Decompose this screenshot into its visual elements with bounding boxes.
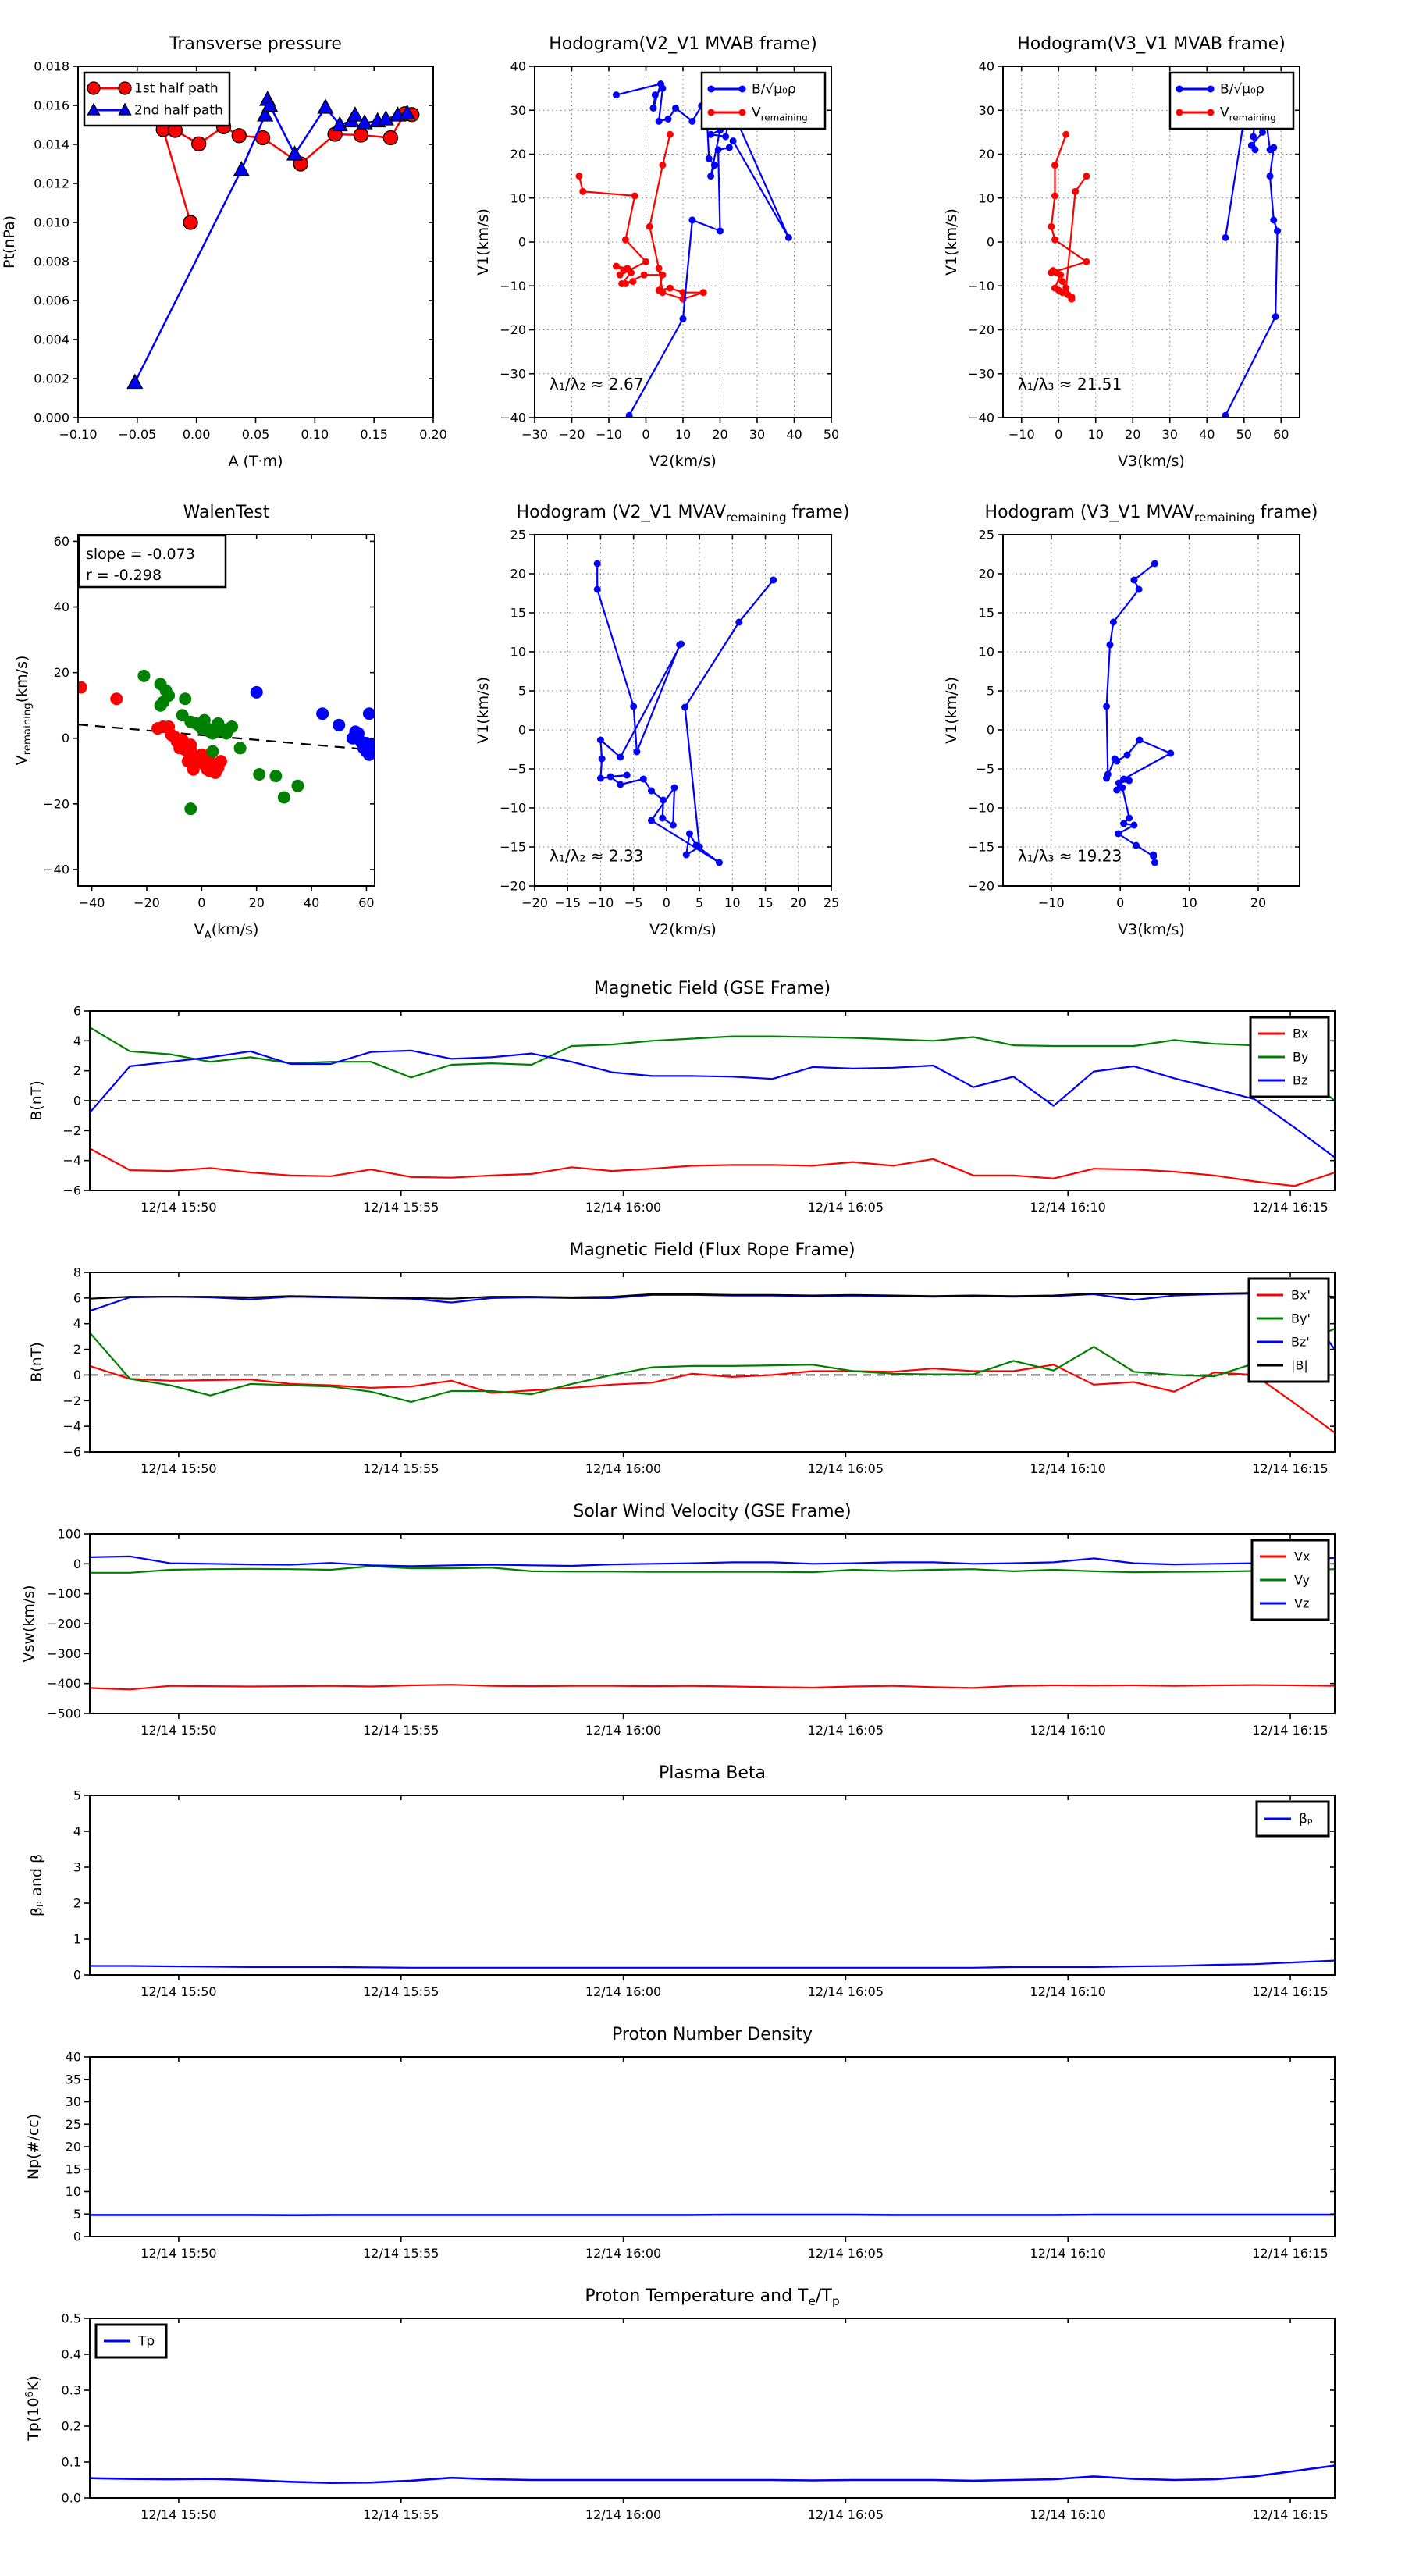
x-tick-label: 40 — [786, 427, 802, 442]
x-tick-label: 12/14 16:05 — [807, 2246, 884, 2261]
plot-title: Proton Number Density — [612, 2025, 813, 2044]
legend — [84, 73, 229, 126]
y-tick-label: −20 — [500, 878, 526, 894]
y-tick-label: −5 — [976, 761, 994, 777]
plot-proton-temperature — [0, 2272, 1405, 2533]
plot-magnetic-field-gse — [0, 964, 1405, 1226]
x-axis-label: V3(km/s) — [1118, 453, 1185, 470]
x-axis-label: V2(km/s) — [649, 921, 717, 938]
y-tick-label: 5 — [518, 683, 526, 699]
x-tick-label: −20 — [558, 427, 585, 442]
x-tick-label: 12/14 15:50 — [140, 1723, 217, 1738]
plot-walen-test — [0, 476, 468, 945]
x-tick-label: −10 — [1037, 895, 1065, 910]
y-tick-label: −30 — [500, 366, 526, 382]
y-tick-label: 0 — [73, 1367, 81, 1382]
axes-frame — [90, 1272, 1335, 1452]
x-tick-label: 12/14 16:05 — [807, 2507, 884, 2522]
y-axis-label: $Tp(10^6K)$ — [24, 2375, 42, 2441]
x-tick-label: −10 — [596, 427, 622, 442]
legend — [1170, 73, 1293, 129]
series-line-Tp — [90, 2466, 1335, 2483]
y-tick-label: 10 — [978, 190, 994, 206]
series-group — [576, 80, 792, 419]
y-tick-label: 20 — [978, 566, 994, 582]
axes-frame — [90, 2318, 1335, 2498]
y-tick-label: −40 — [43, 862, 69, 877]
x-tick-label: 12/14 16:05 — [807, 1723, 884, 1738]
y-tick-label: 0.004 — [34, 332, 69, 347]
y-tick-label: 10 — [978, 644, 994, 660]
legend-label: Tp — [138, 2333, 155, 2350]
x-tick-label: 20 — [1250, 895, 1267, 910]
x-tick-label: 12/14 16:10 — [1030, 1200, 1106, 1215]
y-tick-label: 0.1 — [61, 2454, 81, 2470]
x-tick-label: 12/14 15:55 — [363, 2507, 439, 2522]
x-tick-label: 12/14 16:05 — [807, 1984, 884, 1999]
grid-lines — [1003, 535, 1300, 886]
y-tick-label: −40 — [968, 410, 994, 425]
y-tick-label: −2 — [62, 1123, 81, 1138]
x-tick-label: 0 — [662, 895, 670, 910]
y-tick-label: 0.010 — [34, 215, 69, 230]
x-tick-label: −20 — [521, 895, 548, 910]
series-group — [1103, 560, 1174, 866]
x-tick-label: 10 — [724, 895, 741, 910]
y-tick-label: −20 — [968, 878, 994, 894]
y-tick-label: 15 — [978, 605, 994, 621]
series-line-Vx — [90, 1685, 1335, 1689]
x-axis-label: V3(km/s) — [1118, 921, 1185, 938]
series-group — [90, 2466, 1335, 2483]
x-tick-label: −40 — [78, 895, 105, 910]
y-axis-label: V1(km/s) — [943, 677, 960, 744]
y-tick-label: 40 — [510, 59, 526, 74]
y-tick-label: −20 — [968, 322, 994, 337]
x-tick-label: 12/14 16:15 — [1252, 1984, 1329, 1999]
x-tick-label: −20 — [133, 895, 160, 910]
legend-label: Vz — [1294, 1596, 1310, 1611]
x-tick-label: 0.00 — [182, 427, 211, 442]
series-group — [90, 1961, 1335, 1968]
y-axis-label: Pt(nPa) — [1, 215, 18, 269]
y-axis-label: Np(#/cc) — [25, 2113, 42, 2180]
plot-hodogram-v3v1-mvav — [937, 476, 1405, 945]
y-tick-label: 40 — [65, 2049, 81, 2065]
x-tick-label: 20 — [790, 895, 806, 910]
y-axis-label: $V_{remaining}(km/s)$ — [13, 655, 34, 766]
y-tick-label: −30 — [968, 366, 994, 382]
tick-marks — [84, 1795, 1335, 1980]
y-tick-label: 2 — [73, 1895, 81, 1911]
x-tick-label: 20 — [1125, 427, 1141, 442]
y-tick-label: 5 — [73, 1788, 81, 1803]
annotation: λ₁/λ₂ ≈ 2.33 — [550, 846, 644, 866]
y-tick-label: 15 — [510, 605, 526, 621]
y-tick-label: 20 — [510, 147, 526, 162]
y-tick-label: 0.0 — [61, 2490, 81, 2506]
y-tick-label: 0 — [61, 731, 69, 746]
x-axis-label: V2(km/s) — [649, 453, 717, 470]
plot-title: Hodogram (V3_V1 $MVAV_{remaining}$ frame) — [984, 503, 1318, 525]
series-group — [75, 670, 379, 815]
series-line-Bz' — [90, 1293, 1335, 1350]
x-tick-label: 12/14 16:00 — [585, 1200, 662, 1215]
x-tick-label: 20 — [248, 895, 265, 910]
y-tick-label: 0 — [73, 1967, 81, 1983]
y-tick-label: 4 — [73, 1823, 81, 1839]
y-tick-label: 40 — [53, 600, 69, 615]
x-tick-label: 12/14 16:10 — [1030, 1461, 1106, 1476]
x-tick-label: 12/14 15:55 — [363, 1200, 439, 1215]
y-tick-label: 0.016 — [34, 98, 69, 113]
series-line-Bz — [90, 1051, 1335, 1158]
y-axis-label: B(nT) — [28, 1080, 45, 1121]
series-line-1st half path — [163, 114, 412, 222]
plot-transverse-pressure — [0, 0, 468, 476]
x-tick-label: 12/14 16:00 — [585, 1723, 662, 1738]
y-tick-label: 3 — [73, 1859, 81, 1875]
x-axis-label: A (T·m) — [228, 453, 283, 470]
legend — [1257, 1802, 1329, 1836]
series-line-V hodogram — [597, 564, 774, 863]
tick-marks — [84, 2318, 1335, 2503]
series-group — [594, 560, 777, 866]
y-tick-label: −100 — [47, 1586, 81, 1602]
x-tick-label: 0 — [642, 427, 650, 442]
x-tick-label: 40 — [303, 895, 320, 910]
plot-title: Proton Temperature and $T_e/T_p$ — [585, 2286, 840, 2308]
y-tick-label: 5 — [986, 683, 994, 699]
x-tick-label: −0.05 — [118, 427, 157, 442]
x-axis-label: $V_A(km/s)$ — [194, 921, 259, 941]
y-tick-label: 6 — [73, 1290, 81, 1306]
x-tick-label: 12/14 15:50 — [140, 1200, 217, 1215]
x-tick-label: 0.20 — [419, 427, 447, 442]
x-tick-label: 30 — [1161, 427, 1178, 442]
plot-title: Hodogram(V3_V1 MVAB frame) — [1017, 34, 1286, 54]
x-tick-label: 12/14 16:15 — [1252, 2507, 1329, 2522]
plot-title: Solar Wind Velocity (GSE Frame) — [573, 1502, 852, 1521]
y-tick-label: 30 — [65, 2094, 81, 2109]
series-line-V hodogram — [1107, 564, 1171, 863]
x-tick-label: 12/14 15:55 — [363, 1723, 439, 1738]
y-tick-label: 0 — [73, 2229, 81, 2244]
y-tick-label: 30 — [978, 102, 994, 118]
y-tick-label: 25 — [510, 527, 526, 543]
y-tick-label: −6 — [62, 1444, 81, 1460]
y-tick-label: −15 — [968, 839, 994, 855]
x-tick-label: −10 — [1008, 427, 1035, 442]
legend-label: B/√μ₀ρ — [752, 81, 796, 98]
plot-title: WalenTest — [183, 503, 270, 522]
legend-label: By' — [1291, 1311, 1311, 1326]
y-tick-label: 0.008 — [34, 254, 69, 269]
x-tick-label: 12/14 15:50 — [140, 2246, 217, 2261]
y-tick-label: 0 — [986, 234, 994, 250]
y-tick-label: 0 — [73, 1093, 81, 1108]
x-tick-label: 12/14 16:10 — [1030, 1984, 1106, 1999]
y-tick-label: 2 — [73, 1342, 81, 1357]
y-axis-label: V1(km/s) — [475, 208, 492, 276]
y-tick-label: −20 — [500, 322, 526, 337]
x-tick-label: 12/14 16:00 — [585, 1984, 662, 1999]
legend — [1252, 1540, 1329, 1620]
infobox-line: r = -0.298 — [86, 567, 162, 584]
y-tick-label: 25 — [65, 2116, 81, 2132]
legend-label: 2nd half path — [134, 102, 223, 119]
legend-label: Bx — [1293, 1026, 1309, 1041]
x-tick-label: −15 — [554, 895, 582, 910]
y-tick-label: 10 — [65, 2184, 81, 2199]
y-tick-label: 15 — [65, 2161, 81, 2177]
y-tick-label: 8 — [73, 1265, 81, 1280]
y-tick-label: 20 — [510, 566, 526, 582]
y-tick-label: 20 — [65, 2139, 81, 2154]
x-tick-label: 50 — [1236, 427, 1252, 442]
plot-title: Magnetic Field (GSE Frame) — [593, 979, 831, 998]
x-tick-label: 60 — [358, 895, 375, 910]
y-tick-label: 0.002 — [34, 371, 69, 386]
plot-title: Transverse pressure — [169, 34, 342, 54]
series-line-By — [90, 1027, 1335, 1101]
x-tick-label: 12/14 15:55 — [363, 1461, 439, 1476]
annotation: λ₁/λ₃ ≈ 21.51 — [1018, 375, 1122, 393]
y-tick-label: −6 — [62, 1183, 81, 1198]
plot-title: Hodogram(V2_V1 MVAB frame) — [549, 34, 817, 54]
y-tick-label: 20 — [53, 665, 69, 681]
x-tick-label: 12/14 16:15 — [1252, 1200, 1329, 1215]
legend-label: Bx' — [1291, 1287, 1311, 1303]
series-group — [90, 1293, 1335, 1432]
plot-hodogram-v3v1-mvab — [937, 0, 1405, 476]
y-tick-label: 35 — [65, 2072, 81, 2087]
tick-marks — [998, 535, 1300, 891]
legend-label: $V_{remaining}$ — [752, 105, 808, 123]
plot-hodogram-v2v1-mvab — [468, 0, 937, 476]
plot-hodogram-v2v1-mvav — [468, 476, 937, 945]
y-tick-label: 0 — [986, 722, 994, 738]
grid-lines — [535, 535, 831, 886]
y-tick-label: −400 — [47, 1676, 81, 1692]
y-tick-label: 0.012 — [34, 176, 69, 191]
y-tick-label: 30 — [510, 102, 526, 118]
series-group — [1048, 111, 1281, 418]
y-tick-label: 10 — [510, 644, 526, 660]
y-tick-label: −5 — [507, 761, 526, 777]
series-line-Vy — [90, 1566, 1335, 1572]
x-tick-label: 10 — [674, 427, 692, 442]
x-tick-label: 12/14 15:50 — [140, 1984, 217, 1999]
y-tick-label: 4 — [73, 1033, 81, 1048]
legend-label: Vy — [1294, 1572, 1310, 1588]
x-tick-label: 10 — [1181, 895, 1197, 910]
x-tick-label: 0 — [1055, 427, 1063, 442]
x-tick-label: −30 — [521, 427, 548, 442]
y-tick-label: −10 — [968, 278, 994, 294]
legend-label: Bz — [1293, 1073, 1308, 1088]
y-tick-label: 5 — [73, 2206, 81, 2222]
axes-frame — [535, 535, 831, 886]
x-tick-label: 12/14 16:10 — [1030, 2246, 1106, 2261]
y-tick-label: −500 — [47, 1706, 81, 1721]
tick-marks — [84, 1011, 1335, 1196]
y-tick-label: −10 — [500, 278, 526, 294]
series-group — [90, 1027, 1335, 1186]
y-tick-label: 25 — [978, 527, 994, 543]
tick-marks — [73, 535, 375, 891]
y-tick-label: −20 — [43, 796, 69, 812]
x-tick-label: 12/14 16:00 — [585, 1461, 662, 1476]
plot-magnetic-field-flux-rope — [0, 1226, 1405, 1487]
x-tick-label: 12/14 16:10 — [1030, 1723, 1106, 1738]
x-tick-label: 15 — [757, 895, 774, 910]
plot-title: Hodogram (V2_V1 $MVAV_{remaining}$ frame) — [516, 503, 850, 525]
y-tick-label: 0.2 — [61, 2418, 81, 2434]
x-tick-label: 12/14 16:00 — [585, 2507, 662, 2522]
x-tick-label: 20 — [712, 427, 728, 442]
y-axis-label: βₚ and β — [28, 1853, 45, 1917]
y-tick-label: 2 — [73, 1063, 81, 1079]
series-group — [90, 1557, 1335, 1690]
x-tick-label: 0 — [197, 895, 206, 910]
plot-title: Magnetic Field (Flux Rope Frame) — [569, 1240, 855, 1260]
series-group — [127, 92, 418, 389]
y-tick-label: −200 — [47, 1616, 81, 1631]
x-tick-label: 12/14 16:05 — [807, 1200, 884, 1215]
legend-label: B/√μ₀ρ — [1220, 81, 1264, 98]
y-tick-label: −4 — [62, 1153, 81, 1169]
y-tick-label: 10 — [510, 190, 526, 206]
y-tick-label: 40 — [978, 59, 994, 74]
y-tick-label: 0.4 — [61, 2347, 81, 2362]
y-tick-label: −300 — [47, 1646, 81, 1661]
y-tick-label: 0.014 — [34, 137, 69, 152]
plot-proton-number-density — [0, 2010, 1405, 2272]
series-line-B/sqrt(mu0 rho) — [1225, 115, 1278, 415]
y-axis-label: B(nT) — [28, 1342, 45, 1382]
plot-title: Plasma Beta — [659, 1763, 766, 1783]
x-tick-label: 12/14 15:55 — [363, 2246, 439, 2261]
legend — [96, 2325, 166, 2357]
y-tick-label: −10 — [500, 800, 526, 816]
y-tick-label: 20 — [978, 147, 994, 162]
x-tick-label: 60 — [1273, 427, 1289, 442]
series-line-B/sqrt(mu0 rho) — [617, 84, 789, 416]
x-tick-label: 12/14 15:50 — [140, 2507, 217, 2522]
x-tick-label: 12/14 16:15 — [1252, 2246, 1329, 2261]
legend-label: Vx — [1294, 1549, 1311, 1564]
legend-label: Bz' — [1291, 1334, 1310, 1350]
y-tick-label: 60 — [53, 533, 69, 549]
y-tick-label: 0 — [518, 234, 526, 250]
x-tick-label: 12/14 16:05 — [807, 1461, 884, 1476]
legend — [1249, 1279, 1329, 1382]
series-line-By' — [90, 1329, 1335, 1402]
axes-frame — [90, 1795, 1335, 1975]
series-line-Vz — [90, 1557, 1335, 1567]
annotation: λ₁/λ₃ ≈ 19.23 — [1018, 846, 1122, 866]
x-tick-label: 12/14 15:50 — [140, 1461, 217, 1476]
x-tick-label: 25 — [823, 895, 840, 910]
y-tick-label: 0 — [73, 1556, 81, 1571]
y-tick-label: 1 — [73, 1931, 81, 1947]
legend-label: 1st half path — [134, 80, 219, 97]
annotation: λ₁/λ₂ ≈ 2.67 — [550, 375, 644, 393]
y-tick-label: 0 — [518, 722, 526, 738]
y-tick-label: 0.006 — [34, 293, 69, 308]
legend-label: By — [1293, 1049, 1309, 1065]
x-tick-label: −5 — [624, 895, 643, 910]
y-tick-label: −15 — [500, 839, 526, 855]
y-tick-label: 0.3 — [61, 2382, 81, 2398]
x-tick-label: 0.05 — [241, 427, 270, 442]
y-tick-label: 0.018 — [34, 59, 69, 74]
x-tick-label: 12/14 16:00 — [585, 2246, 662, 2261]
x-tick-label: −10 — [587, 895, 614, 910]
x-tick-label: 0.15 — [360, 427, 388, 442]
y-tick-label: −2 — [62, 1393, 81, 1408]
tick-marks — [84, 1534, 1335, 1719]
legend-label: βₚ — [1299, 1811, 1314, 1827]
y-axis-label: Vsw(km/s) — [20, 1585, 37, 1663]
x-tick-label: 12/14 16:15 — [1252, 1461, 1329, 1476]
x-tick-label: 5 — [695, 895, 704, 910]
x-tick-label: 0.10 — [301, 427, 329, 442]
x-tick-label: 30 — [749, 427, 766, 442]
axes-frame — [90, 2057, 1335, 2236]
legend — [1250, 1017, 1329, 1097]
infobox-line: slope = -0.073 — [86, 546, 195, 563]
x-tick-label: 0 — [1116, 895, 1125, 910]
series-line-Bx — [90, 1148, 1335, 1186]
plot-solar-wind-velocity — [0, 1487, 1405, 1749]
axes-frame — [1003, 535, 1300, 886]
y-axis-label: V1(km/s) — [943, 208, 960, 276]
y-tick-label: 100 — [57, 1526, 81, 1542]
legend-label: $V_{remaining}$ — [1220, 105, 1276, 123]
tick-marks — [84, 1272, 1335, 1457]
x-tick-label: 12/14 15:55 — [363, 1984, 439, 1999]
y-tick-label: 0.000 — [34, 410, 69, 425]
plot-plasma-beta — [0, 1749, 1405, 2010]
y-tick-label: −40 — [500, 410, 526, 425]
series-line-beta_p — [90, 1961, 1335, 1968]
x-tick-label: −0.10 — [59, 427, 98, 442]
y-tick-label: −4 — [62, 1418, 81, 1434]
y-tick-label: 0.5 — [61, 2311, 81, 2326]
x-tick-label: 12/14 16:15 — [1252, 1723, 1329, 1738]
x-tick-label: 40 — [1199, 427, 1215, 442]
x-tick-label: 10 — [1087, 427, 1104, 442]
series-line-2nd half path — [135, 100, 407, 383]
y-tick-label: −10 — [968, 800, 994, 816]
y-tick-label: 4 — [73, 1316, 81, 1332]
x-tick-label: 12/14 16:10 — [1030, 2507, 1106, 2522]
x-tick-label: 50 — [823, 427, 840, 442]
legend — [702, 73, 825, 129]
y-tick-label: 6 — [73, 1003, 81, 1019]
y-axis-label: V1(km/s) — [475, 677, 492, 744]
legend-label: |B| — [1291, 1357, 1308, 1373]
